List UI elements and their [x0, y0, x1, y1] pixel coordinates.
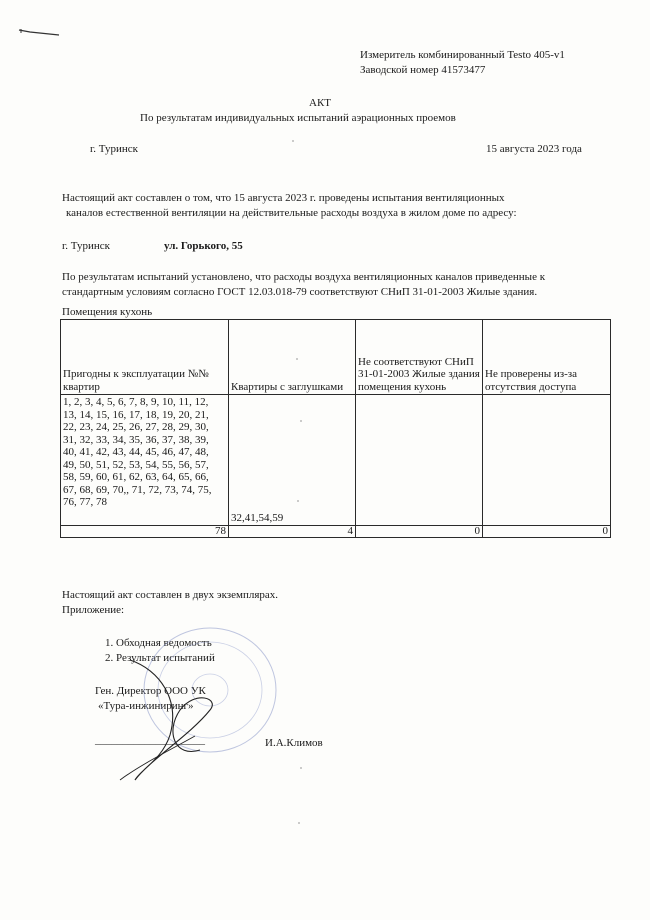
- total-plugged: 4: [229, 526, 356, 538]
- scan-dot: [292, 140, 294, 142]
- doc-title: АКТ: [309, 97, 331, 109]
- copies-note: Настоящий акт составлен в двух экземплярах.: [62, 589, 279, 601]
- signer-title: Ген. Директор ООО УК: [95, 685, 206, 697]
- apartment-list-line: 22, 23, 24, 25, 26, 27, 28, 29, 30,: [63, 421, 209, 433]
- address-street: ул. Горького, 55: [164, 240, 243, 252]
- noncompliant-apartments: [356, 395, 483, 526]
- result-line-1: По результатам испытаний установлено, что расходы воздуха вентиляционных каналов приведенные к: [62, 271, 546, 283]
- plugged-apartments: 32,41,54,59: [229, 395, 356, 526]
- table-caption: Помещения кухонь: [62, 306, 153, 318]
- table-header-row: [61, 320, 611, 395]
- table-row: [61, 395, 611, 526]
- apartment-list-line: 1, 2, 3, 4, 5, 6, 7, 8, 9, 10, 11, 12,: [63, 396, 209, 408]
- scan-dot: [296, 358, 298, 360]
- apartment-list-line: 76, 77, 78: [63, 496, 107, 508]
- apartment-list-line: 58, 59, 60, 61, 62, 63, 64, 65, 66,: [63, 471, 209, 483]
- not-checked-apartments: [483, 395, 611, 526]
- address-city: г. Туринск: [62, 240, 110, 252]
- header-suitable: Пригодны к эксплуатации №№ квартир: [61, 320, 229, 395]
- scan-dot: [297, 500, 299, 502]
- handwritten-signature-icon: [100, 640, 280, 790]
- header-not-checked: Не проверены из-за отсутствия доступа: [483, 320, 611, 395]
- scan-dot: [298, 822, 300, 824]
- result-line-2: стандартным условиям согласно ГОСТ 12.03.018-79 соответствуют СНиП 31-01-2003 Жилые здания.: [62, 286, 538, 298]
- appendix-item-1: 1. Обходная ведомость: [105, 637, 212, 649]
- serial-number: Заводской номер 41573477: [360, 64, 486, 76]
- header-noncompliant: Не соответствуют СНиП 31-01-2003 Жилые здания помещения кухонь: [356, 320, 483, 395]
- appendix-label: Приложение:: [62, 604, 125, 616]
- signer-company: «Тура-инжиниринг»: [98, 700, 194, 712]
- intro-line-2: каналов естественной вентиляции на действительные расходы воздуха в жилом доме по адресу:: [66, 207, 517, 219]
- apartment-list-line: 49, 50, 51, 52, 53, 54, 55, 56, 57,: [63, 458, 209, 471]
- scan-mark-icon: [18, 28, 60, 36]
- device-name: Измеритель комбинированный Testo 405-v1: [360, 49, 565, 61]
- total-suitable: 78: [61, 526, 229, 538]
- appendix-item-2: 2. Результат испытаний: [105, 652, 215, 664]
- header-plugged: Квартиры с заглушками: [229, 320, 356, 395]
- total-not-checked: 0: [483, 526, 611, 538]
- table-totals-row: [61, 526, 611, 538]
- signature-line: ____________________: [95, 734, 205, 746]
- apartment-list-line: 40, 41, 42, 43, 44, 45, 46, 47, 48,: [63, 446, 209, 458]
- doc-subtitle: По результатам индивидуальных испытаний аэрационных проемов: [140, 112, 456, 124]
- doc-city: г. Туринск: [90, 143, 138, 155]
- scan-dot: [300, 420, 302, 422]
- intro-line-1: Настоящий акт составлен о том, что 15 августа 2023 г. проведены испытания вентиляционных: [62, 192, 505, 204]
- scan-dot: [300, 767, 302, 769]
- suitable-apartments: [61, 395, 229, 526]
- apartment-list-line: 13, 14, 15, 16, 17, 18, 19, 20, 21,: [63, 408, 209, 421]
- apartment-list-line: 67, 68, 69, 70,, 71, 72, 73, 74, 75,: [63, 483, 212, 496]
- total-noncompliant: 0: [356, 526, 483, 538]
- signer-name: И.А.Климов: [265, 737, 323, 749]
- apartment-list-line: 31, 32, 33, 34, 35, 36, 37, 38, 39,: [63, 433, 209, 446]
- kitchen-results-table: [60, 319, 611, 538]
- doc-date: 15 августа 2023 года: [486, 143, 582, 155]
